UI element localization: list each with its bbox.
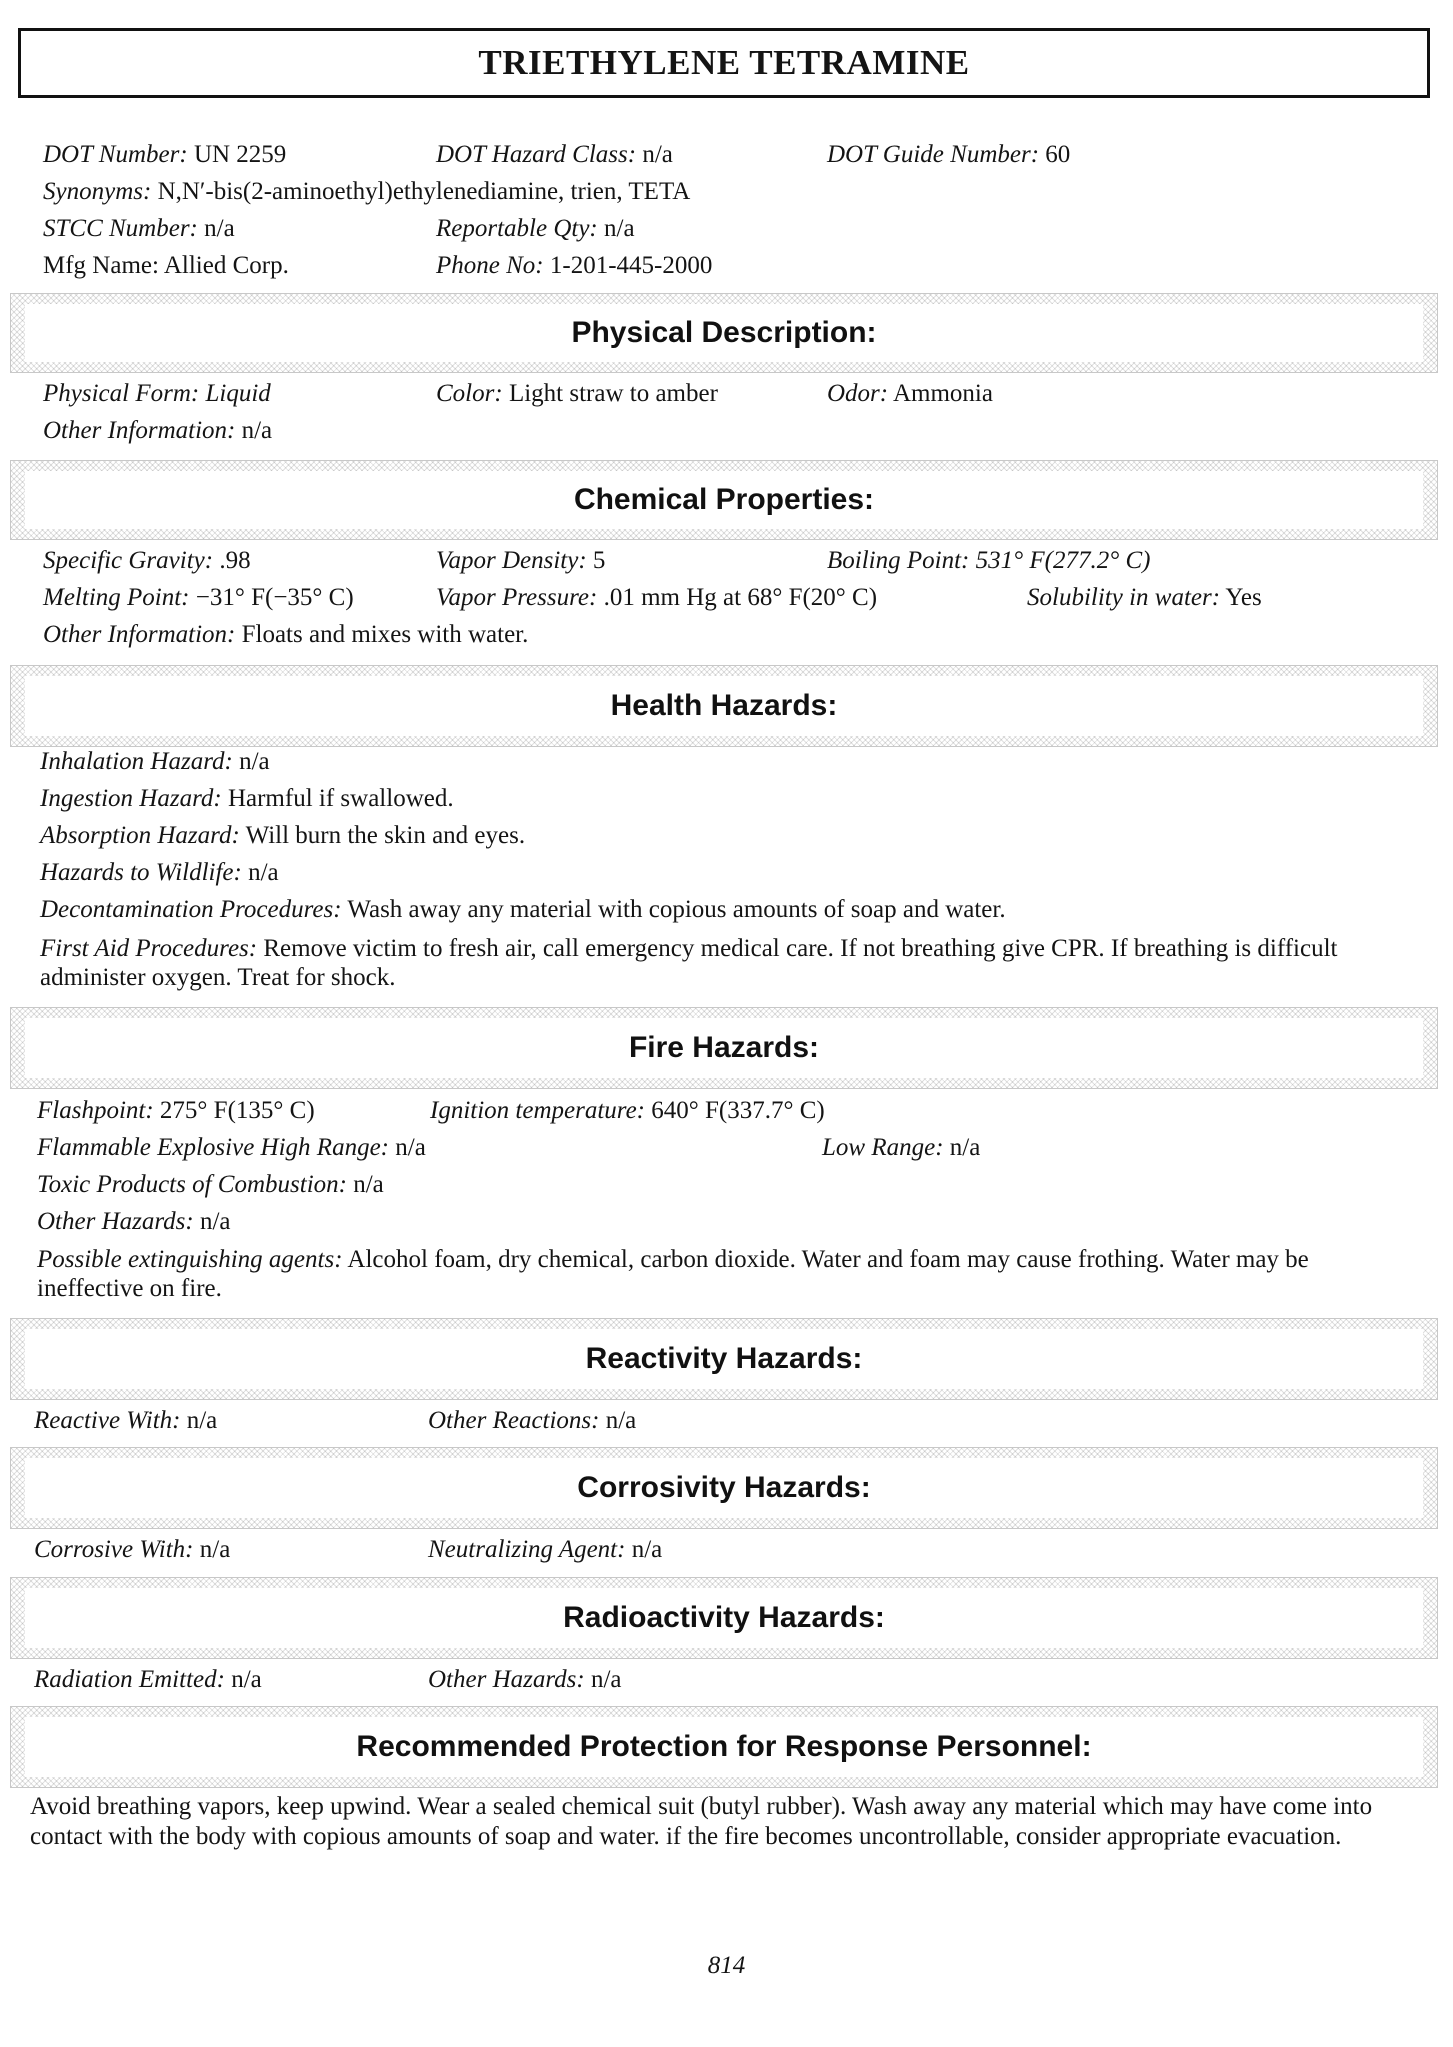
- phone-no-field: Phone No: 1-201-445-2000: [436, 252, 713, 279]
- chemical-properties-heading: Chemical Properties:: [25, 471, 1423, 529]
- neutralizing-agent-field: Neutralizing Agent: n/a: [428, 1536, 663, 1563]
- health-hazards-heading: Health Hazards:: [25, 676, 1423, 736]
- chemical-properties-band: [10, 460, 1438, 540]
- reactivity-row: [0, 1404, 1453, 1438]
- fire-row-3: [0, 1168, 1453, 1202]
- absorption-hazard-field: Absorption Hazard: Will burn the skin and eyes.: [40, 822, 526, 849]
- low-range-field: Low Range: n/a: [822, 1134, 981, 1161]
- absorption-row: [0, 819, 1453, 853]
- header-row-2: [0, 175, 1453, 209]
- extinguishing-agents-paragraph: Possible extinguishing agents: Alcohol foam, dry chemical, carbon dioxide. Water and foam may cause frothing. Water may be ineffective on fire.: [37, 1246, 1309, 1302]
- physical-row-2: [0, 414, 1453, 448]
- dot-hazard-class-field: DOT Hazard Class: n/a: [436, 141, 673, 168]
- boiling-point-field: Boiling Point: 531° F(277.2° C): [827, 547, 1151, 574]
- physical-description-band: [10, 293, 1438, 373]
- health-hazards-band: [10, 665, 1438, 747]
- specific-gravity-field: Specific Gravity: .98: [43, 547, 251, 574]
- physical-description-heading: Physical Description:: [25, 304, 1423, 362]
- melting-point-field: Melting Point: −31° F(−35° C): [43, 584, 354, 611]
- dot-number-field: DOT Number: UN 2259: [43, 141, 287, 168]
- fire-row-1: [0, 1094, 1453, 1128]
- wildlife-hazard-field: Hazards to Wildlife: n/a: [40, 859, 279, 886]
- radioactivity-row: [0, 1663, 1453, 1697]
- mfg-name-field: Mfg Name: Allied Corp.: [43, 252, 289, 279]
- radioactivity-other-hazards-field: Other Hazards: n/a: [428, 1666, 622, 1693]
- other-reactions-field: Other Reactions: n/a: [428, 1407, 637, 1434]
- synonyms-field: Synonyms: N,N′-bis(2-aminoethyl)ethylenediamine, trien, TETA: [43, 178, 691, 205]
- physical-other-info-field: Other Information: n/a: [43, 417, 273, 444]
- corrosive-with-field: Corrosive With: n/a: [34, 1536, 231, 1563]
- inhalation-hazard-field: Inhalation Hazard: n/a: [40, 748, 270, 775]
- chemical-row-2: [0, 581, 1453, 615]
- reactivity-hazards-heading: Reactivity Hazards:: [25, 1329, 1423, 1389]
- decontamination-row: [0, 893, 1453, 927]
- vapor-density-field: Vapor Density: 5: [436, 547, 606, 574]
- physical-row-1: [0, 377, 1453, 411]
- odor-field: Odor: Ammonia: [827, 380, 993, 407]
- corrosivity-row: [0, 1533, 1453, 1567]
- corrosivity-hazards-band: [10, 1447, 1438, 1529]
- ingestion-hazard-field: Ingestion Hazard: Harmful if swallowed.: [40, 785, 454, 812]
- dot-guide-number-field: DOT Guide Number: 60: [827, 141, 1071, 168]
- ignition-temperature-field: Ignition temperature: 640° F(337.7° C): [430, 1097, 825, 1124]
- radiation-emitted-field: Radiation Emitted: n/a: [34, 1666, 262, 1693]
- page-number: 814: [707, 1952, 746, 1979]
- radioactivity-hazards-band: [10, 1577, 1438, 1659]
- flashpoint-field: Flashpoint: 275° F(135° C): [37, 1097, 315, 1124]
- fire-other-hazards-field: Other Hazards: n/a: [37, 1208, 231, 1235]
- reactive-with-field: Reactive With: n/a: [34, 1407, 218, 1434]
- chemical-row-3: [0, 618, 1453, 652]
- recommended-protection-paragraph: Avoid breathing vapors, keep upwind. Wear a sealed chemical suit (butyl rubber). Wash away any material which may have come into contact with the body with copious amounts of soap and water. if the fire becomes uncontrollable, consider appropriate evacuation.: [30, 1793, 1373, 1850]
- corrosivity-hazards-heading: Corrosivity Hazards:: [25, 1458, 1423, 1518]
- chemical-other-info-field: Other Information: Floats and mixes with water.: [43, 621, 529, 648]
- fire-hazards-heading: Fire Hazards:: [25, 1018, 1423, 1078]
- reportable-qty-field: Reportable Qty: n/a: [436, 215, 635, 242]
- wildlife-row: [0, 856, 1453, 890]
- inhalation-row: [0, 745, 1453, 779]
- physical-form-field: Physical Form: Liquid: [43, 380, 271, 407]
- ingestion-row: [0, 782, 1453, 816]
- color-field: Color: Light straw to amber: [436, 380, 718, 407]
- radioactivity-hazards-heading: Radioactivity Hazards:: [25, 1588, 1423, 1648]
- decontamination-field: Decontamination Procedures: Wash away any material with copious amounts of soap and water.: [40, 896, 1006, 923]
- vapor-pressure-field: Vapor Pressure: .01 mm Hg at 68° F(20° C): [436, 584, 878, 611]
- toxic-products-field: Toxic Products of Combustion: n/a: [37, 1171, 384, 1198]
- first-aid-paragraph: First Aid Procedures: Remove victim to fresh air, call emergency medical care. If not breathing give CPR. If breathing is difficult administer oxygen. Treat for shock.: [40, 935, 1338, 991]
- stcc-number-field: STCC Number: n/a: [43, 215, 235, 242]
- fire-hazards-band: [10, 1007, 1438, 1089]
- header-row-3: [0, 212, 1453, 246]
- recommended-protection-heading: Recommended Protection for Response Personnel:: [25, 1717, 1423, 1777]
- header-row-1: [0, 138, 1453, 172]
- solubility-field: Solubility in water: Yes: [1027, 584, 1262, 611]
- fire-row-2: [0, 1131, 1453, 1165]
- header-row-4: [0, 249, 1453, 283]
- flammable-high-range-field: Flammable Explosive High Range: n/a: [37, 1134, 426, 1161]
- recommended-protection-band: [10, 1706, 1438, 1788]
- fire-row-4: [0, 1205, 1453, 1239]
- document-title: TRIETHYLENE TETRAMINE: [18, 28, 1430, 98]
- reactivity-hazards-band: [10, 1318, 1438, 1400]
- chemical-row-1: [0, 544, 1453, 578]
